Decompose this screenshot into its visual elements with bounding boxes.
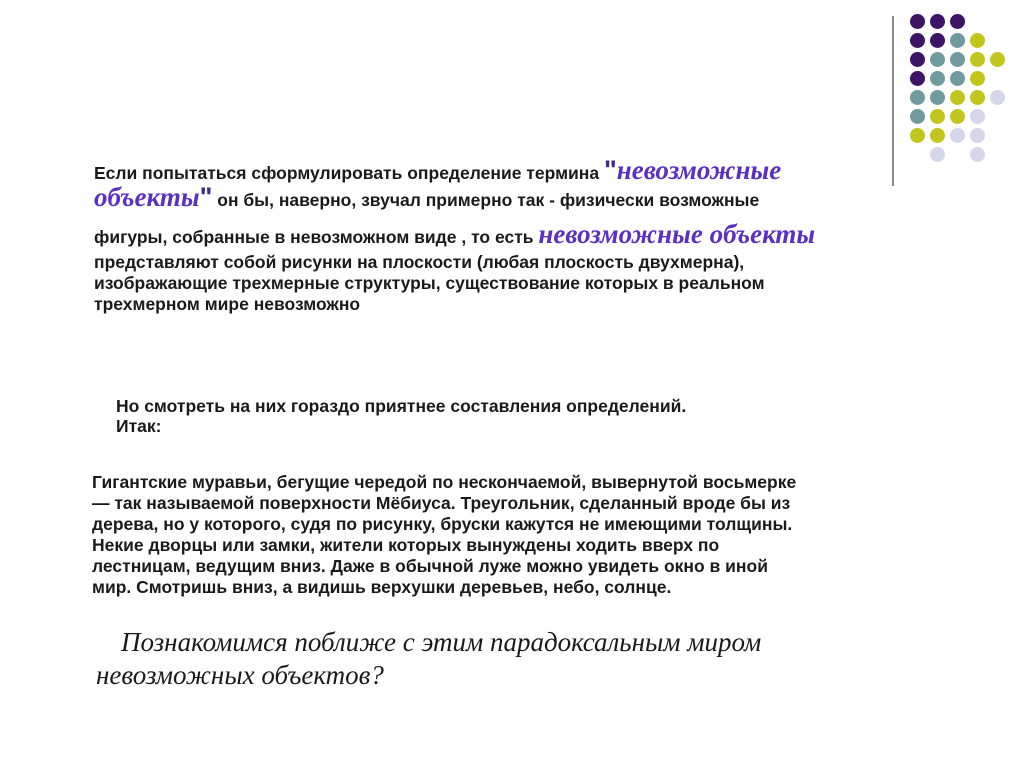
decor-dot (950, 14, 965, 29)
paragraph-line: — так называемой поверхности Мёбиуса. Треугольник, сделанный вроде бы из (92, 493, 791, 513)
decor-dot (970, 71, 985, 86)
paragraph-line: лестницам, ведущим вниз. Даже в обычной луже можно увидеть окно в иной (92, 556, 768, 576)
paragraph-line: невозможных объектов? (96, 660, 384, 690)
paragraph-line (94, 219, 816, 249)
decor-dot (910, 52, 925, 67)
decor-dot (950, 128, 965, 143)
decor-dot (930, 71, 945, 86)
decor-dot (930, 128, 945, 143)
decor-dot (910, 71, 925, 86)
paragraph-line: Итак: (116, 416, 162, 436)
decor-dot (950, 52, 965, 67)
quote-mark: " (199, 182, 213, 212)
decor-dot (930, 90, 945, 105)
decor-dot (930, 109, 945, 124)
decor-dot (910, 109, 925, 124)
decor-dot (930, 147, 945, 162)
decor-dot (950, 33, 965, 48)
decor-dot (930, 14, 945, 29)
decor-dot (990, 90, 1005, 105)
paragraph-line: Но смотреть на них гораздо приятнее составления определений. (116, 396, 687, 416)
paragraph-line: трехмерном мире невозможно (94, 294, 361, 314)
examples-paragraph (92, 472, 972, 598)
paragraph-line: Гигантские муравьи, бегущие чередой по нескончаемой, вывернутой восьмерке (92, 472, 797, 492)
decor-dot (970, 90, 985, 105)
emphasis-term: невозможные объекты (538, 219, 816, 249)
paragraph-line: дерева, но у которого, судя по рисунку, бруски кажутся не имеющими толщины. (92, 514, 793, 534)
text-run: фигуры, собранные в невозможном виде , то есть (94, 227, 539, 247)
emphasis-term: невозможные (616, 155, 782, 185)
paragraph-line (94, 155, 782, 185)
decor-dot (970, 128, 985, 143)
closing-question (96, 626, 916, 692)
decor-dot (930, 33, 945, 48)
decor-dot (970, 109, 985, 124)
text-run: Если попытаться сформулировать определение термина (94, 163, 604, 183)
paragraph-line: Познакомимся поближе с этим парадоксальным миром (121, 627, 762, 657)
decor-dot (970, 147, 985, 162)
paragraph-line: представляют собой рисунки на плоскости (любая плоскость двухмерна), (94, 252, 745, 272)
decor-dot (970, 33, 985, 48)
paragraph-line: Некие дворцы или замки, жители которых вынуждены ходить вверх по (92, 535, 720, 555)
decor-dot (950, 109, 965, 124)
text-run: он бы, наверно, звучал примерно так - физически возможные (212, 190, 760, 210)
decor-dot (990, 52, 1005, 67)
decor-dot (910, 90, 925, 105)
quote-mark: " (603, 155, 617, 185)
emphasis-term: объекты (94, 182, 200, 212)
decor-dot (930, 52, 945, 67)
paragraph-line (94, 182, 760, 212)
decor-dot (950, 71, 965, 86)
decor-dot (950, 90, 965, 105)
decor-dot (910, 14, 925, 29)
paragraph-line: изображающие трехмерные структуры, существование которых в реальном (94, 273, 765, 293)
intro-paragraph (116, 396, 686, 436)
decor-dot (910, 33, 925, 48)
paragraph-line: мир. Смотришь вниз, а видишь верхушки деревьев, небо, солнце. (92, 577, 672, 597)
decor-dot (970, 52, 985, 67)
decor-dot (910, 128, 925, 143)
